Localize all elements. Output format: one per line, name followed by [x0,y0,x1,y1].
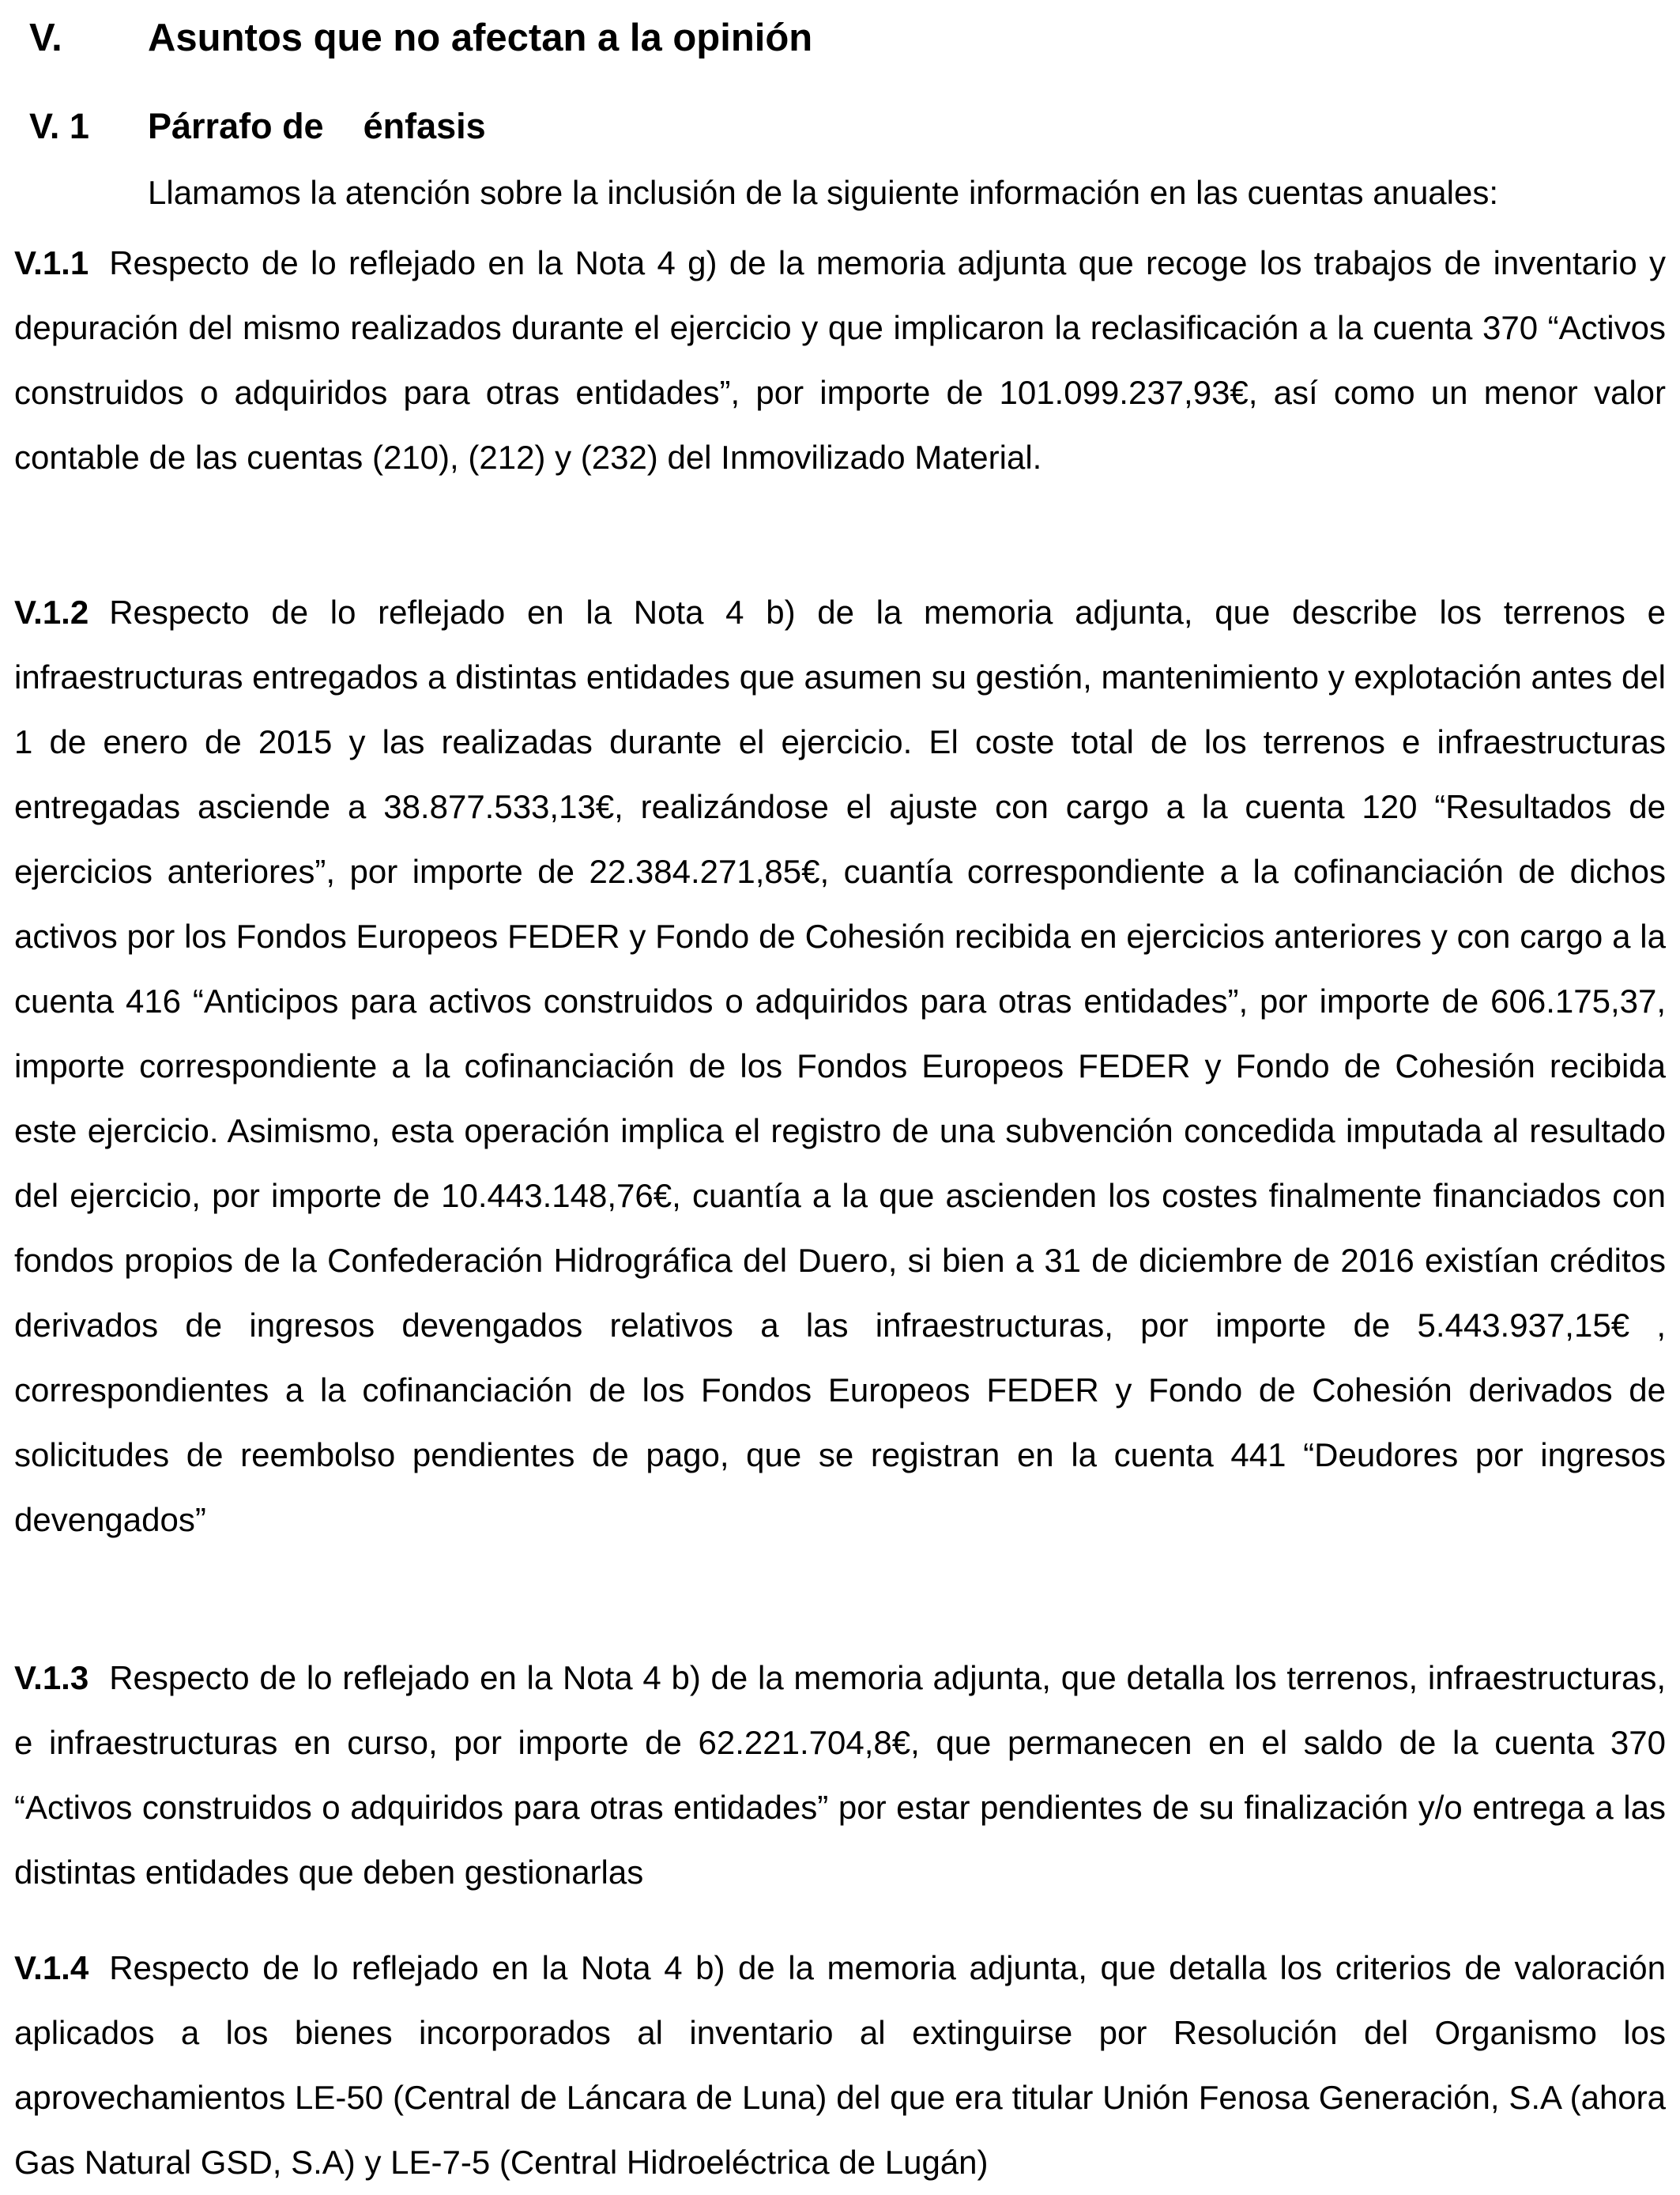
subsection-title: Párrafo de énfasis [148,106,486,146]
paragraph-v-1-3 [14,1646,1666,1905]
section-number: V. [29,17,62,59]
section-heading [29,13,812,63]
paragraph-number: V.1.2 [14,594,89,631]
paragraph-text: Respecto de lo reflejado en la Nota 4 b) de la memoria adjunta, que describe los terrenos e infraestructuras entregados a distintas entidades que asumen su gestión, mantenimiento y explotación antes del 1 de enero de 2015 y las realizadas durante el ejercicio. El coste total de los terrenos e infraestructuras entregadas asciende a 38.877.533,13€, realizándose el ajuste con cargo a la cuenta 120 “Resultados de ejercicios anteriores”, por importe de 22.384.271,85€, cuantía correspondiente a la cofinanciación de dichos activos por los Fondos Europeos FEDER y Fondo de Cohesión recibida en ejercicios anteriores y con cargo a la cuenta 416 “Anticipos para activos construidos o adquiridos para otras entidades”, por importe de 606.175,37, importe correspondiente a la cofinanciación de los Fondos Europeos FEDER y Fondo de Cohesión recibida este ejercicio. Asimismo, esta operación implica el registro de una subvención concedida imputada al resultado del ejercicio, por importe de 10.443.148,76€, cuantía a la que ascienden los costes finalmente financiados con fondos propios de la Confederación Hidrográfica del Duero, si bien a 31 de diciembre de 2016 existían créditos derivados de ingresos devengados relativos a las infraestructuras, por importe de 5.443.937,15€ , correspondientes a la cofinanciación de los Fondos Europeos FEDER y Fondo de Cohesión derivados de solicitudes de reembolso pendientes de pago, que se registran en la cuenta 441 “Deudores por ingresos devengados” [14,594,1666,1538]
paragraph-v-1-2 [14,580,1666,1552]
paragraph-v-1-1 [14,231,1666,490]
paragraph-number: V.1.1 [14,244,89,281]
paragraph-text: Respecto de lo reflejado en la Nota 4 b) de la memoria adjunta, que detalla los terrenos, infraestructuras, e infraestructuras en curso, por importe de 62.221.704,8€, que permanecen en el saldo de la cuenta 370 “Activos construidos o adquiridos para otras entidades” por estar pendientes de su finalización y/o entrega a las distintas entidades que deben gestionarlas [14,1659,1666,1891]
paragraph-number: V.1.3 [14,1659,89,1696]
section-title: Asuntos que no afectan a la opinión [148,17,813,59]
paragraph-number: V.1.4 [14,1949,89,1986]
intro-text: Llamamos la atención sobre la inclusión de la siguiente información en las cuentas anuales: [148,174,1499,211]
paragraph-text: Respecto de lo reflejado en la Nota 4 b) de la memoria adjunta, que detalla los criterios de valoración aplicados a los bienes incorporados al inventario al extinguirse por Resolución del Organismo los aprovechamientos LE-50 (Central de Láncara de Luna) del que era titular Unión Fenosa Generación, S.A (ahora Gas Natural GSD, S.A) y LE-7-5 (Central Hidroeléctrica de Lugán) [14,1949,1666,2181]
paragraph-text: Respecto de lo reflejado en la Nota 4 g) de la memoria adjunta que recoge los trabajos de inventario y depuración del mismo realizados durante el ejercicio y que implicaron la reclasificación a la cuenta 370 “Activos construidos o adquiridos para otras entidades”, por importe de 101.099.237,93€, así como un menor valor contable de las cuentas (210), (212) y (232) del Inmovilizado Material. [14,244,1666,476]
subsection-heading [29,101,486,152]
paragraph-v-1-4 [14,1936,1666,2195]
subsection-number: V. 1 [29,106,89,146]
